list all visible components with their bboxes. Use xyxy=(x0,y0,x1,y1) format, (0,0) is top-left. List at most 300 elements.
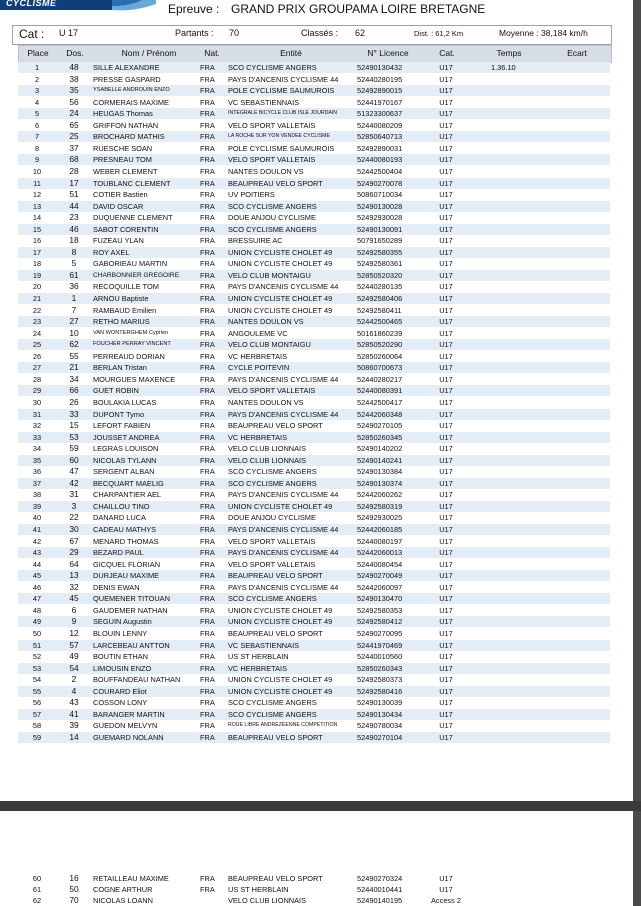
bib-number-cell: 61 xyxy=(69,269,79,280)
rider-name-cell: GUET ROBIN xyxy=(93,386,139,396)
category-cell: U17 xyxy=(439,594,453,604)
nationality-cell: FRA xyxy=(200,709,215,719)
category-cell: U17 xyxy=(439,652,453,662)
nationality-cell: FRA xyxy=(200,721,215,731)
bib-number-cell: 24 xyxy=(69,108,79,119)
team-cell: PAYS D'ANCENIS CYCLISME 44 xyxy=(228,409,339,419)
category-cell: U17 xyxy=(439,467,453,477)
place-cell: 8 xyxy=(34,143,40,153)
rider-name-cell: BECQUART MAELIG xyxy=(93,478,164,488)
team-cell: PAYS D'ANCENIS CYCLISME 44 xyxy=(228,582,339,592)
rider-name-cell: MOURGUES MAXENCE xyxy=(93,374,176,384)
col-nat: Nat. xyxy=(204,48,220,58)
table-row xyxy=(18,409,610,420)
table-row xyxy=(18,224,610,235)
category-cell: U17 xyxy=(439,224,453,234)
place-cell: 5 xyxy=(34,109,40,119)
licence-cell: 50791650289 xyxy=(357,236,403,246)
licence-cell: 52490130374 xyxy=(357,478,403,488)
licence-cell: 50161860239 xyxy=(357,328,403,338)
rider-name-cell: FOUCHER PERRAY VINCENT xyxy=(93,341,171,348)
table-row xyxy=(18,74,610,85)
epreuve-label: Epreuve : xyxy=(168,2,220,16)
place-cell: 13 xyxy=(32,201,42,211)
bib-number-cell: 9 xyxy=(71,616,77,627)
nationality-cell: FRA xyxy=(200,213,215,223)
bib-number-cell: 53 xyxy=(69,431,79,442)
bib-number-cell: 65 xyxy=(69,119,79,130)
place-cell: 23 xyxy=(32,317,42,327)
table-row xyxy=(18,895,610,906)
logo-swoosh-icon xyxy=(112,0,156,14)
bib-number-cell: 68 xyxy=(69,154,79,165)
nationality-cell: FRA xyxy=(200,63,215,72)
bib-number-cell: 5 xyxy=(71,258,77,269)
licence-cell: 52442060185 xyxy=(357,525,403,534)
category-cell: U17 xyxy=(439,363,453,373)
bib-number-cell: 3 xyxy=(71,500,77,511)
bib-number-cell: 14 xyxy=(69,731,79,742)
licence-cell: 50860710034 xyxy=(357,190,403,200)
category-cell: U17 xyxy=(439,155,453,165)
col-place: Place xyxy=(27,48,49,58)
nationality-cell: FRA xyxy=(200,224,215,234)
bib-number-cell: 32 xyxy=(69,581,79,592)
rider-name-cell: GABORIEAU MARTIN xyxy=(93,259,168,269)
nationality-cell: FRA xyxy=(200,409,215,419)
bib-number-cell: 6 xyxy=(71,604,77,615)
rider-name-cell: RUESCHE SOAN xyxy=(93,143,153,153)
place-cell: 12 xyxy=(32,190,42,200)
nationality-cell: FRA xyxy=(200,282,215,292)
col-dos: Dos. xyxy=(66,48,84,58)
table-row xyxy=(18,143,610,154)
nationality-cell: FRA xyxy=(200,132,215,142)
rider-name-cell: GAUDEMER NATHAN xyxy=(93,605,168,615)
rider-name-cell: RETHO MARIUS xyxy=(93,317,150,327)
place-cell: 4 xyxy=(34,97,40,107)
table-row xyxy=(18,97,610,108)
licence-cell: 52442060013 xyxy=(357,548,403,558)
nationality-cell: FRA xyxy=(200,663,215,673)
table-row xyxy=(18,628,610,639)
team-cell: VELO SPORT VALLETAIS xyxy=(228,155,316,165)
team-cell: BEAUPREAU VELO SPORT xyxy=(228,628,323,638)
place-cell: 59 xyxy=(32,732,42,742)
table-row xyxy=(18,212,610,223)
table-row xyxy=(18,674,610,685)
rider-name-cell: BOUFFANDEAU NATHAN xyxy=(93,675,181,685)
licence-cell: 52490140241 xyxy=(357,455,403,465)
table-row xyxy=(18,154,610,165)
bib-number-cell: 42 xyxy=(69,477,79,488)
category-cell: U17 xyxy=(439,525,453,534)
team-cell: SCO CYCLISME ANGERS xyxy=(228,467,317,477)
category-cell: U17 xyxy=(439,143,453,153)
place-cell: 38 xyxy=(32,490,42,500)
rider-name-cell: COSSON LONY xyxy=(93,698,148,708)
place-cell: 29 xyxy=(32,386,42,396)
nationality-cell: FRA xyxy=(200,247,215,257)
table-row xyxy=(18,720,610,731)
nationality-cell: FRA xyxy=(200,74,215,84)
licence-cell: 52442060262 xyxy=(357,490,403,500)
bib-number-cell: 7 xyxy=(71,304,77,315)
distance: Dist. : 61,2 Km xyxy=(414,29,464,38)
licence-cell: 52440080391 xyxy=(357,386,403,396)
table-row xyxy=(18,108,610,119)
nationality-cell: FRA xyxy=(200,594,215,604)
place-cell: 42 xyxy=(32,536,42,546)
category-cell: U17 xyxy=(439,351,453,361)
nationality-cell: FRA xyxy=(200,270,215,280)
rider-name-cell: DURJEAU MAXIME xyxy=(93,571,160,581)
licence-cell: 52850640713 xyxy=(357,132,403,142)
bib-number-cell: 64 xyxy=(69,558,79,569)
bib-number-cell: 67 xyxy=(69,535,79,546)
team-cell: UNION CYCLISTE CHOLET 49 xyxy=(228,501,333,511)
licence-cell: 52490130091 xyxy=(357,224,403,234)
nationality-cell: FRA xyxy=(200,732,215,742)
table-header xyxy=(18,45,612,63)
bib-number-cell: 23 xyxy=(69,212,79,223)
team-cell: SCO CYCLISME ANGERS xyxy=(228,478,317,488)
licence-cell: 52490140195 xyxy=(357,896,403,905)
place-cell: 48 xyxy=(32,605,42,615)
licence-cell: 52492580406 xyxy=(357,294,403,303)
licence-cell: 52490270105 xyxy=(357,421,403,431)
team-cell: SCO CYCLISME ANGERS xyxy=(228,709,317,719)
place-cell: 14 xyxy=(32,213,42,223)
place-cell: 7 xyxy=(34,132,40,142)
bib-number-cell: 60 xyxy=(69,454,79,465)
table-row xyxy=(18,420,610,431)
category-cell: U17 xyxy=(439,374,453,384)
team-cell: BEAUPREAU VELO SPORT xyxy=(228,732,323,742)
category-cell: U17 xyxy=(439,628,453,638)
rider-name-cell: FUZEAU YLAN xyxy=(93,236,144,246)
rider-name-cell: PRESSE GASPARD xyxy=(93,74,161,84)
nationality-cell: FRA xyxy=(200,97,215,107)
bib-number-cell: 37 xyxy=(69,142,79,153)
table-row xyxy=(18,686,610,697)
category-value: U 17 xyxy=(59,28,79,38)
rider-name-cell: RETAILLEAU MAXIME xyxy=(93,874,169,883)
team-cell: PAYS D'ANCENIS CYCLISME 44 xyxy=(228,490,339,500)
team-cell: VC HERBRETAIS xyxy=(228,663,287,673)
place-cell: 20 xyxy=(32,282,42,292)
nationality-cell: FRA xyxy=(200,201,215,211)
licence-cell: 52490270095 xyxy=(357,628,403,638)
licence-cell: 52440080197 xyxy=(357,536,403,546)
average-speed: Moyenne : 38,184 km/h xyxy=(499,28,588,38)
rider-name-cell: MENARD THOMAS xyxy=(93,536,159,546)
licence-cell: 52850520320 xyxy=(357,270,403,280)
nationality-cell: FRA xyxy=(200,513,215,523)
table-row xyxy=(18,85,610,96)
col-name: Nom / Prénom xyxy=(121,48,177,58)
bib-number-cell: 22 xyxy=(69,512,79,523)
category-cell: U17 xyxy=(439,259,453,269)
bib-number-cell: 62 xyxy=(69,339,79,350)
nationality-cell: FRA xyxy=(200,155,215,165)
category-cell: U17 xyxy=(439,421,453,431)
licence-cell: 52492580353 xyxy=(357,605,403,615)
nationality-cell: FRA xyxy=(200,317,215,327)
team-cell: NANTES DOULON VS xyxy=(228,397,304,407)
bib-number-cell: 59 xyxy=(69,443,79,454)
category-cell: U17 xyxy=(439,548,453,558)
team-cell: CYCLE POITEVIN xyxy=(228,363,290,373)
category-cell: U17 xyxy=(439,328,453,338)
page-break xyxy=(0,801,641,811)
rider-name-cell: DANARD LUCA xyxy=(93,513,146,523)
nationality-cell: FRA xyxy=(200,582,215,592)
category-cell: U17 xyxy=(439,340,453,350)
rider-name-cell: SILLE ALEXANDRE xyxy=(93,63,160,72)
place-cell: 53 xyxy=(32,663,42,673)
event-name: GRAND PRIX GROUPAMA LOIRE BRETAGNE xyxy=(231,2,486,16)
bib-number-cell: 55 xyxy=(69,350,79,361)
team-cell: UNION CYCLISTE CHOLET 49 xyxy=(228,247,333,257)
rider-name-cell: LEFORT FABIEN xyxy=(93,421,151,431)
team-cell: US ST HERBLAIN xyxy=(228,652,289,662)
nationality-cell: FRA xyxy=(200,559,215,569)
team-cell: UNION CYCLISTE CHOLET 49 xyxy=(228,675,333,685)
nationality-cell: FRA xyxy=(200,525,215,534)
team-cell: VELO CLUB MONTAIGU xyxy=(228,340,311,350)
table-row xyxy=(18,62,610,73)
category-cell: U17 xyxy=(439,132,453,142)
bib-number-cell: 13 xyxy=(69,570,79,581)
licence-cell: 52442060097 xyxy=(357,582,403,592)
category-cell: Access 2 xyxy=(431,896,461,905)
rider-name-cell: DUQUENNE CLEMENT xyxy=(93,213,173,223)
place-cell: 31 xyxy=(32,409,42,419)
place-cell: 22 xyxy=(32,305,42,315)
team-cell: VELO SPORT VALLETAIS xyxy=(228,536,316,546)
table-row xyxy=(18,385,610,396)
nationality-cell: FRA xyxy=(200,294,215,303)
nationality-cell: FRA xyxy=(200,571,215,581)
team-cell: VELO CLUB LIONNAIS xyxy=(228,444,307,454)
bib-number-cell: 16 xyxy=(69,873,79,883)
table-row xyxy=(18,131,610,142)
category-cell: U17 xyxy=(439,178,453,188)
nationality-cell: FRA xyxy=(200,548,215,558)
bib-number-cell: 56 xyxy=(69,96,79,107)
place-cell: 19 xyxy=(32,270,42,280)
licence-cell: 52492930025 xyxy=(357,513,403,523)
rider-name-cell: DAVID OSCAR xyxy=(93,201,144,211)
licence-cell: 52850260343 xyxy=(357,663,403,673)
partants-value: 70 xyxy=(229,28,240,38)
table-row xyxy=(18,536,610,547)
place-cell: 50 xyxy=(32,628,42,638)
table-row xyxy=(18,466,610,477)
licence-cell: 52441970469 xyxy=(357,640,403,650)
bib-number-cell: 57 xyxy=(69,639,79,650)
rider-name-cell: LIMOUSIN ENZO xyxy=(93,663,152,673)
licence-cell: 52440080454 xyxy=(357,559,403,569)
team-cell: ROUE LIBRE ANDREZEENNE COMPETITION xyxy=(228,722,338,729)
bib-number-cell: 45 xyxy=(69,593,79,604)
table-row xyxy=(18,663,610,674)
category-cell: U17 xyxy=(439,213,453,223)
category-cell: U17 xyxy=(439,721,453,731)
rider-name-cell: CHARPANTIER AEL xyxy=(93,490,162,500)
table-row xyxy=(18,640,610,651)
team-cell: SCO CYCLISME ANGERS xyxy=(228,63,317,72)
category-cell: U17 xyxy=(439,617,453,627)
nationality-cell: FRA xyxy=(200,143,215,153)
team-cell: PAYS D'ANCENIS CYCLISME 44 xyxy=(228,74,339,84)
team-cell: VELO CLUB LIONNAIS xyxy=(228,455,307,465)
rider-name-cell: BOULAKIA LUCAS xyxy=(93,397,157,407)
team-cell: VELO SPORT VALLETAIS xyxy=(228,559,316,569)
licence-cell: 52492580355 xyxy=(357,247,403,257)
bib-number-cell: 47 xyxy=(69,466,79,477)
table-row xyxy=(18,178,610,189)
team-cell: UNION CYCLISTE CHOLET 49 xyxy=(228,294,333,303)
place-cell: 26 xyxy=(32,351,42,361)
table-row xyxy=(18,697,610,708)
nationality-cell: FRA xyxy=(200,190,215,200)
table-row xyxy=(18,374,610,385)
bib-number-cell: 31 xyxy=(69,489,79,500)
licence-cell: 52850520290 xyxy=(357,340,403,350)
bib-number-cell: 49 xyxy=(69,651,79,662)
category-cell: U17 xyxy=(439,698,453,708)
team-cell: UNION CYCLISTE CHOLET 49 xyxy=(228,686,333,696)
category-cell: U17 xyxy=(439,294,453,303)
licence-cell: 52440080209 xyxy=(357,120,403,130)
col-licence: N° Licence xyxy=(367,48,409,58)
nationality-cell: FRA xyxy=(200,236,215,246)
rider-name-cell: CHAILLOU TINO xyxy=(93,501,150,511)
category-cell: U17 xyxy=(439,409,453,419)
table-row xyxy=(18,489,610,500)
team-cell: DOUE ANJOU CYCLISME xyxy=(228,513,316,523)
place-cell: 46 xyxy=(32,582,42,592)
licence-cell: 52492580416 xyxy=(357,686,403,696)
team-cell: NANTES DOULON VS xyxy=(228,166,304,176)
bib-number-cell: 26 xyxy=(69,396,79,407)
bib-number-cell: 21 xyxy=(69,362,79,373)
licence-cell: 52492580373 xyxy=(357,675,403,685)
category-cell: U17 xyxy=(439,663,453,673)
table-row xyxy=(18,432,610,443)
rider-name-cell: BOUTIN ETHAN xyxy=(93,652,149,662)
category-cell: U17 xyxy=(439,270,453,280)
rider-name-cell: BEZARD PAUL xyxy=(93,548,144,558)
licence-cell: 51323300637 xyxy=(357,109,403,119)
team-cell: UV POITIERS xyxy=(228,190,275,200)
licence-cell: 52490270324 xyxy=(357,874,403,883)
place-cell: 60 xyxy=(32,874,42,883)
table-row xyxy=(18,605,610,616)
rider-name-cell: GUEMARD NOLANN xyxy=(93,732,164,742)
table-row xyxy=(18,201,610,212)
rider-name-cell: CADEAU MATHYS xyxy=(93,525,157,534)
team-cell: UNION CYCLISTE CHOLET 49 xyxy=(228,605,333,615)
table-row xyxy=(18,501,610,512)
nationality-cell: FRA xyxy=(200,259,215,269)
table-row xyxy=(18,570,610,581)
team-cell: VELO CLUB MONTAIGU xyxy=(228,270,311,280)
col-entite: Entité xyxy=(280,48,302,58)
bib-number-cell: 36 xyxy=(69,281,79,292)
rider-name-cell: LARCEBEAU ANTTON xyxy=(93,640,170,650)
col-ecart: Ecart xyxy=(567,48,587,58)
bib-number-cell: 35 xyxy=(69,85,79,96)
table-row xyxy=(18,443,610,454)
place-cell: 51 xyxy=(32,640,42,650)
bib-number-cell: 43 xyxy=(69,697,79,708)
category-cell: U17 xyxy=(439,455,453,465)
rider-name-cell: COURARD Eliot xyxy=(93,686,147,696)
category-cell: U17 xyxy=(439,686,453,696)
nationality-cell: FRA xyxy=(200,328,215,338)
category-cell: U17 xyxy=(439,501,453,511)
nationality-cell: FRA xyxy=(200,467,215,477)
page-edge xyxy=(633,0,641,801)
place-cell: 56 xyxy=(32,698,42,708)
nationality-cell: FRA xyxy=(200,628,215,638)
category-cell: U17 xyxy=(439,432,453,442)
table-row xyxy=(18,316,610,327)
category-cell: U17 xyxy=(439,885,453,894)
place-cell: 30 xyxy=(32,397,42,407)
nationality-cell: FRA xyxy=(200,397,215,407)
place-cell: 36 xyxy=(32,467,42,477)
place-cell: 39 xyxy=(32,501,42,511)
rider-name-cell: RECOQUILLE TOM xyxy=(93,282,159,292)
bib-number-cell: 10 xyxy=(69,327,79,338)
team-cell: ANGOULEME VC xyxy=(228,328,288,338)
place-cell: 24 xyxy=(32,328,42,338)
logo-text: CYCLISME xyxy=(6,0,57,8)
place-cell: 57 xyxy=(32,709,42,719)
category-cell: U17 xyxy=(439,709,453,719)
category-cell: U17 xyxy=(439,605,453,615)
place-cell: 41 xyxy=(32,525,42,534)
nationality-cell: FRA xyxy=(200,305,215,315)
table-row xyxy=(18,547,610,558)
licence-cell: 52850260064 xyxy=(357,351,403,361)
table-row xyxy=(18,709,610,720)
category-cell: U17 xyxy=(439,397,453,407)
place-cell: 49 xyxy=(32,617,42,627)
team-cell: SCO CYCLISME ANGERS xyxy=(228,698,317,708)
place-cell: 15 xyxy=(32,224,42,234)
category-cell: U17 xyxy=(439,444,453,454)
licence-cell: 50860700673 xyxy=(357,363,403,373)
category-cell: U17 xyxy=(439,63,453,72)
rider-name-cell: NICOLAS LOANN xyxy=(93,896,153,905)
team-cell: BEAUPREAU VELO SPORT xyxy=(228,874,323,883)
category-cell: U17 xyxy=(439,571,453,581)
category-cell: U17 xyxy=(439,305,453,315)
place-cell: 35 xyxy=(32,455,42,465)
licence-cell: 52492580411 xyxy=(357,305,402,315)
place-cell: 27 xyxy=(32,363,42,373)
nationality-cell: FRA xyxy=(200,178,215,188)
table-row xyxy=(18,362,610,373)
category-cell: U17 xyxy=(439,236,453,246)
team-cell: BEAUPREAU VELO SPORT xyxy=(228,421,323,431)
rider-name-cell: GICQUEL FLORIAN xyxy=(93,559,161,569)
